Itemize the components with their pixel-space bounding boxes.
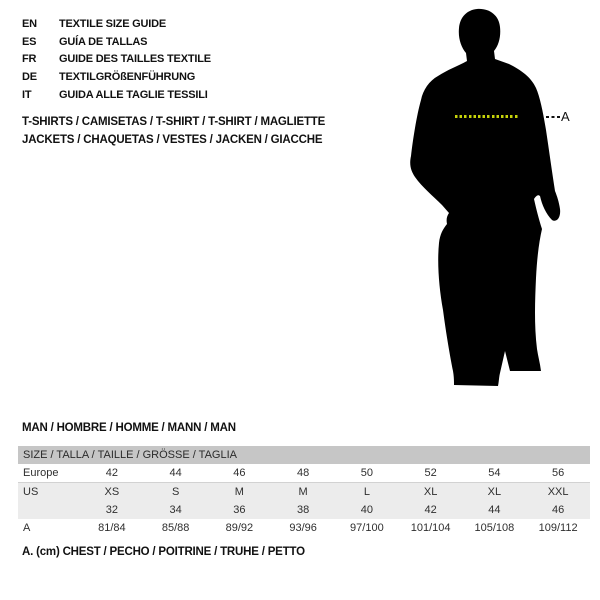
size-value: 38 [271, 501, 335, 519]
size-value: 85/88 [161, 522, 190, 534]
size-table-grid [18, 464, 590, 537]
size-value: S [144, 483, 208, 502]
size-value: 105/108 [474, 522, 515, 534]
size-value: 48 [271, 464, 335, 483]
category-tshirts: T-SHIRTS / CAMISETAS / T-SHIRT / T-SHIRT / MAGLIETTE [22, 116, 326, 128]
size-table [18, 446, 590, 537]
lang-code: FR [22, 53, 37, 66]
lang-label: GUÍA DE TALLAS [59, 35, 148, 48]
lang-label: GUIDE DES TAILLES TEXTILE [59, 53, 211, 66]
chest-measure-line [455, 115, 519, 118]
lang-code: ES [22, 35, 37, 48]
size-value: XS [80, 483, 144, 502]
size-value: M [208, 483, 272, 502]
row-label: US [18, 483, 80, 502]
table-row-chest-a [18, 519, 590, 537]
row-label: Europe [18, 464, 80, 483]
size-value: 97/100 [350, 522, 384, 534]
table-row-us-numbers [18, 501, 590, 519]
row-label: A [23, 522, 31, 534]
size-value: M [271, 483, 335, 502]
size-value: 46 [208, 464, 272, 483]
size-value: 101/104 [410, 522, 451, 534]
lang-code: DE [22, 71, 37, 84]
table-row-europe [18, 464, 590, 483]
lang-label: TEXTILGRÖßENFÜHRUNG [59, 71, 196, 84]
lang-label: TEXTILE SIZE GUIDE [59, 18, 167, 30]
size-value: 93/96 [289, 522, 317, 534]
size-value: 32 [80, 501, 144, 519]
size-value: 40 [335, 501, 399, 519]
measure-pointer-dashes [546, 116, 560, 118]
size-value: 56 [526, 464, 590, 483]
lang-label: GUIDA ALLE TAGLIE TESSILI [59, 88, 208, 101]
size-value: 42 [80, 464, 144, 483]
measure-footnote: A. (cm) CHEST / PECHO / POITRINE / TRUHE / PETTO [22, 546, 305, 558]
size-value: L [335, 483, 399, 502]
table-row-us-letters [18, 483, 590, 502]
measure-label-a: A [561, 109, 570, 124]
section-heading-man: MAN / HOMBRE / HOMME / MANN / MAN [22, 422, 236, 434]
size-value: 34 [144, 501, 208, 519]
size-value: XL [399, 483, 463, 502]
size-value: 54 [463, 464, 527, 483]
size-value: 50 [335, 464, 399, 483]
size-value: 36 [208, 501, 272, 519]
size-value: 46 [526, 501, 590, 519]
size-value: XXL [526, 483, 590, 502]
size-value: XL [463, 483, 527, 502]
size-value: 42 [399, 501, 463, 519]
lang-code: IT [22, 88, 32, 101]
size-value: 89/92 [225, 522, 254, 534]
size-value: 44 [144, 464, 208, 483]
size-table-header: SIZE / TALLA / TAILLE / GRÖSSE / TAGLIA [18, 446, 590, 464]
category-jackets: JACKETS / CHAQUETAS / VESTES / JACKEN / GIACCHE [22, 134, 323, 146]
size-value: 44 [463, 501, 527, 519]
row-label [18, 501, 80, 519]
size-value: 52 [399, 464, 463, 483]
lang-code: EN [22, 18, 37, 30]
size-value: 81/84 [98, 522, 126, 534]
size-value: 109/112 [538, 522, 578, 534]
